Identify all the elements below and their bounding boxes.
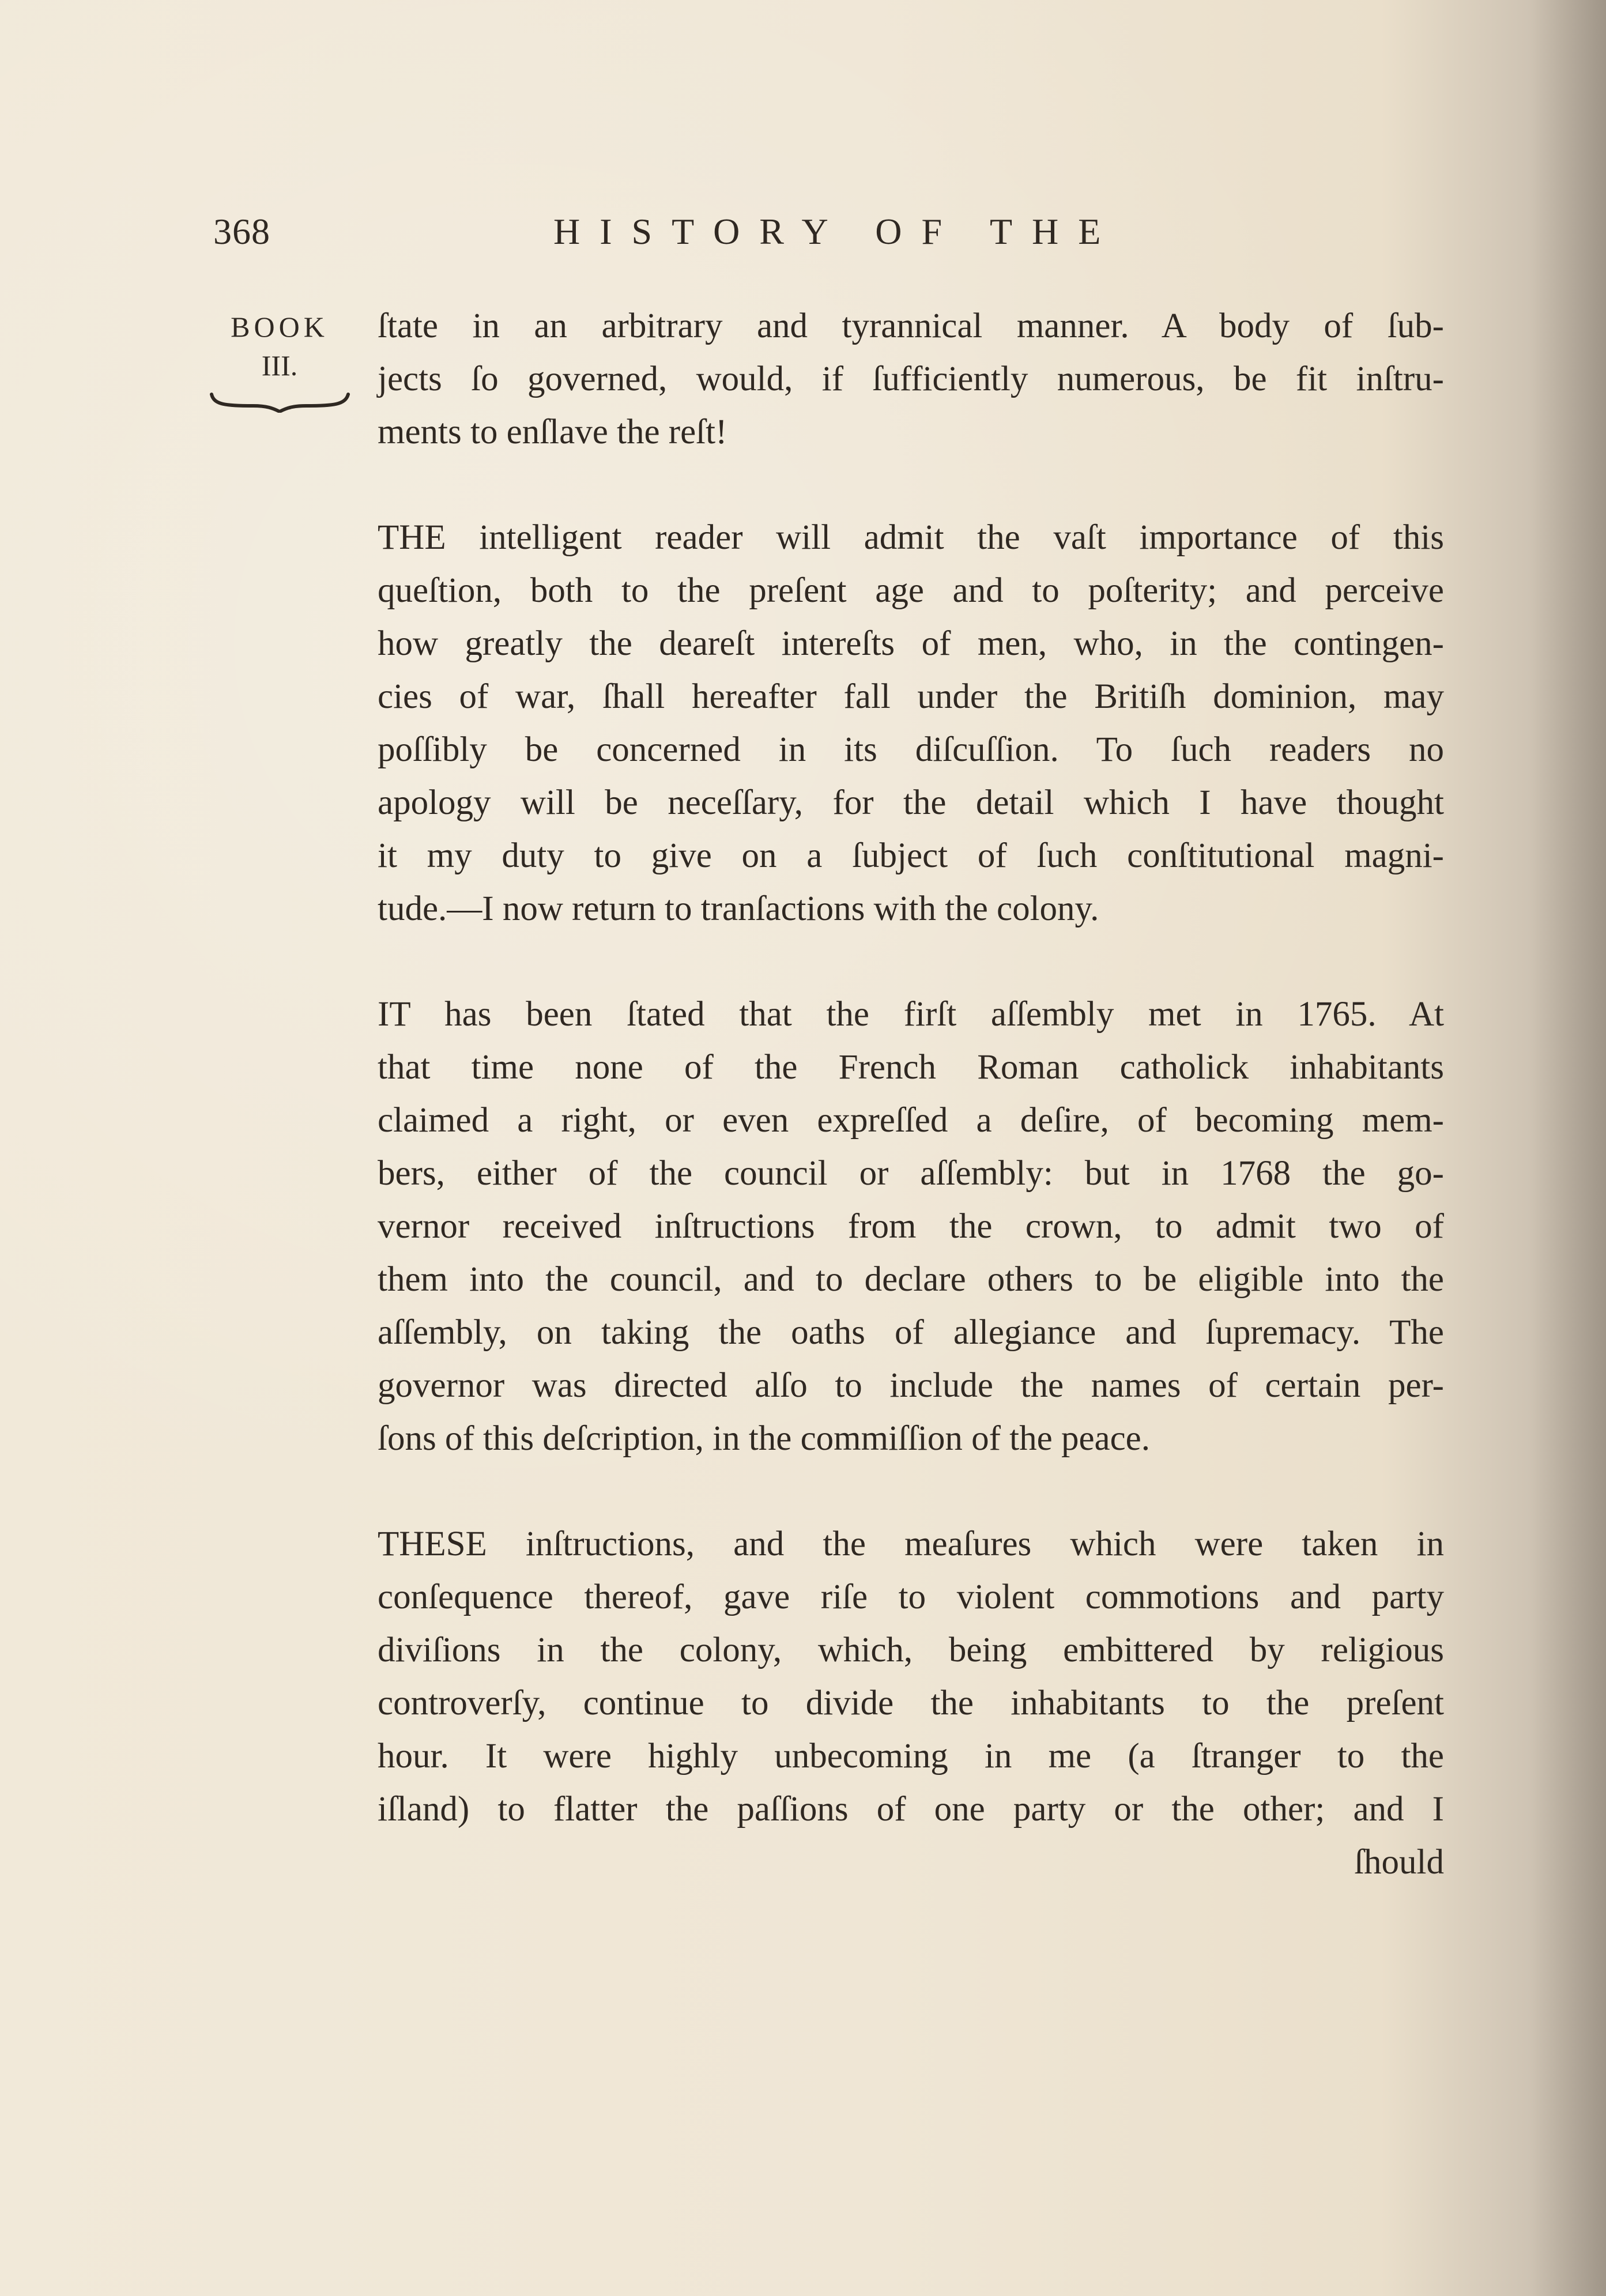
text-line: ments to enſlave the reſt! xyxy=(378,413,727,451)
text-line: THESE inſtructions, and the meaſures which were taken in xyxy=(378,1525,1444,1563)
side-book-label: BOOK xyxy=(231,311,329,343)
text-line: conſequence thereof, gave riſe to violent commotions and party xyxy=(378,1578,1444,1616)
catchword: ſhould xyxy=(1354,1843,1444,1882)
running-head xyxy=(208,210,1447,274)
text-line: that time none of the French Roman catholick inhabitants xyxy=(378,1048,1444,1087)
paragraph-gap xyxy=(378,459,1444,511)
text-line: controverſy, continue to divide the inhabitants to the preſent xyxy=(378,1684,1444,1722)
paragraph-3 xyxy=(378,988,1444,1465)
text-line: vernor received inſtructions from the crown, to admit two of xyxy=(378,1207,1444,1246)
text-line: IT has been ſtated that the firſt aſſembly met in 1765. At xyxy=(378,995,1444,1034)
text-line: apology will be neceſſary, for the detail which I have thought xyxy=(378,783,1444,822)
text-line: them into the council, and to declare others to be eligible into the xyxy=(378,1260,1444,1299)
text-line: iſland) to flatter the paſſions of one party or the other; and I xyxy=(378,1790,1444,1828)
text-line: ſtate in an arbitrary and tyrannical manner. A body of ſub- xyxy=(378,307,1444,345)
text-line: aſſembly, on taking the oaths of allegiance and ſupremacy. The xyxy=(378,1313,1444,1352)
text-line: governor was directed alſo to include the names of certain per- xyxy=(378,1366,1444,1405)
text-line: jects ſo governed, would, if ſufficiently numerous, be fit inſtru- xyxy=(378,360,1444,398)
text-line: THE intelligent reader will admit the vaſt importance of this xyxy=(378,518,1444,557)
paragraph-gap xyxy=(378,936,1444,988)
text-line: hour. It were highly unbecoming in me (a ſtranger to the xyxy=(378,1737,1444,1775)
text-line: diviſions in the colony, which, being embittered by religious xyxy=(378,1631,1444,1669)
body-text xyxy=(378,300,1444,1889)
text-line: bers, either of the council or aſſembly: but in 1768 the go- xyxy=(378,1154,1444,1193)
paragraph-2 xyxy=(378,511,1444,936)
text-line: it my duty to give on a ſubject of ſuch conſtitutional magni- xyxy=(378,836,1444,875)
text-line: queſtion, both to the preſent age and to poſterity; and perceive xyxy=(378,571,1444,610)
paragraph-gap xyxy=(378,1465,1444,1518)
text-line: how greatly the deareſt intereſts of men, who, in the contingen- xyxy=(378,624,1444,663)
text-line: poſſibly be concerned in its diſcuſſion. To ſuch readers no xyxy=(378,730,1444,769)
text-line: claimed a right, or even expreſſed a deſire, of becoming mem- xyxy=(378,1101,1444,1140)
text-line: cies of war, ſhall hereafter fall under the Britiſh dominion, may xyxy=(378,677,1444,716)
paragraph-1 xyxy=(378,300,1444,459)
running-title: HISTORY OF THE xyxy=(553,211,1121,252)
side-note xyxy=(208,308,352,413)
page-number: 368 xyxy=(213,211,270,252)
side-part-label: III. xyxy=(261,349,298,382)
side-note-brace xyxy=(209,389,350,413)
paragraph-4 xyxy=(378,1518,1444,1889)
text-line: tude.—I now return to tranſactions with the colony. xyxy=(378,889,1099,928)
text-line: ſons of this deſcription, in the commiſſion of the peace. xyxy=(378,1419,1151,1458)
